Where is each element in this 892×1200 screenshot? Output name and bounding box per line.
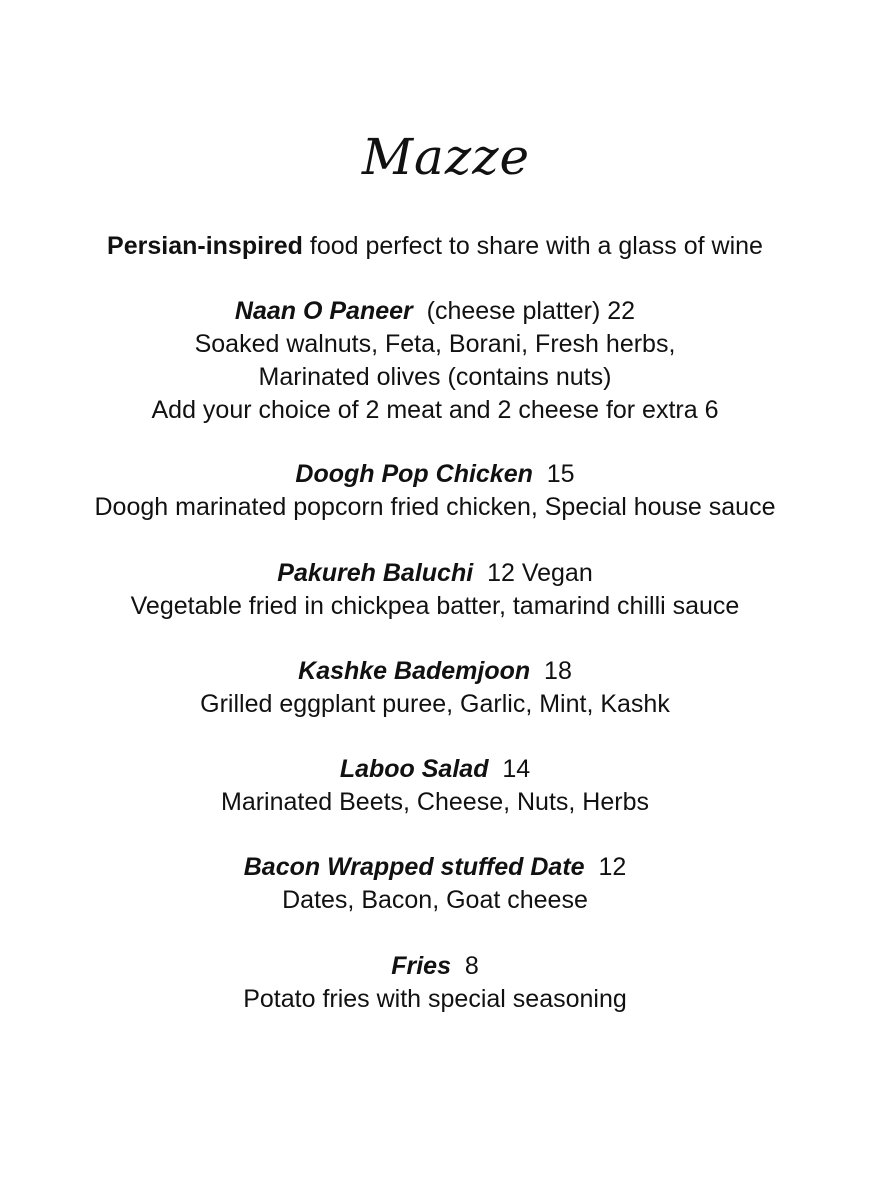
menu-item-heading [0, 458, 870, 491]
menu-item-naan-o-paneer [0, 295, 870, 427]
menu-item-heading [0, 655, 870, 688]
menu-item-kashke-bademjoon [0, 655, 870, 721]
menu-item-pakureh-baluchi [0, 557, 870, 623]
tagline-text: food perfect to share with a glass of wine [302, 232, 763, 260]
menu-item-description: Soaked walnuts, Feta, Borani, Fresh herbs, [194, 330, 676, 358]
menu-item-description: Add your choice of 2 meat and 2 cheese for extra 6 [151, 396, 719, 424]
menu-item-heading [0, 557, 870, 590]
menu-item-name: Doogh Pop Chicken [295, 460, 533, 488]
menu-item-heading [0, 753, 870, 786]
menu-item-description: Doogh marinated popcorn fried chicken, Special house sauce [94, 493, 776, 521]
menu-item-fries [0, 950, 870, 1016]
menu-item-price: 14 [488, 755, 531, 783]
menu-item-price: 15 [532, 460, 575, 488]
menu-item-doogh-pop-chicken [0, 458, 870, 524]
menu-item-description: Marinated Beets, Cheese, Nuts, Herbs [221, 788, 649, 816]
menu-item-price: 12 Vegan [473, 559, 593, 587]
menu-item-heading [0, 851, 870, 884]
menu-item-name: Bacon Wrapped stuffed Date [243, 853, 585, 881]
menu-title: Mazze [361, 128, 531, 186]
menu-item-name: Kashke Bademjoon [298, 657, 531, 685]
menu-item-name: Laboo Salad [339, 755, 489, 783]
menu-item-description: Dates, Bacon, Goat cheese [282, 886, 588, 914]
menu-item-description: Grilled eggplant puree, Garlic, Mint, Kashk [200, 690, 670, 718]
menu-item-price: (cheese platter) 22 [412, 297, 636, 325]
menu-item-name: Pakureh Baluchi [277, 559, 474, 587]
menu-item-heading [0, 295, 870, 328]
menu-item-price: 18 [530, 657, 572, 685]
menu-item-laboo-salad [0, 753, 870, 819]
menu-item-name: Naan O Paneer [234, 297, 413, 325]
menu-item-price: 12 [584, 853, 627, 881]
menu-item-name: Fries [391, 952, 451, 980]
menu-item-price: 8 [450, 952, 479, 980]
menu-item-bacon-wrapped-date [0, 851, 870, 917]
menu-item-description: Vegetable fried in chickpea batter, tamarind chilli sauce [130, 592, 740, 620]
menu-item-heading [0, 950, 870, 983]
menu-item-description: Potato fries with special seasoning [243, 985, 627, 1013]
tagline-highlight: Persian-inspired [107, 232, 303, 260]
menu-tagline [0, 230, 870, 263]
menu-item-description: Marinated olives (contains nuts) [258, 363, 612, 391]
